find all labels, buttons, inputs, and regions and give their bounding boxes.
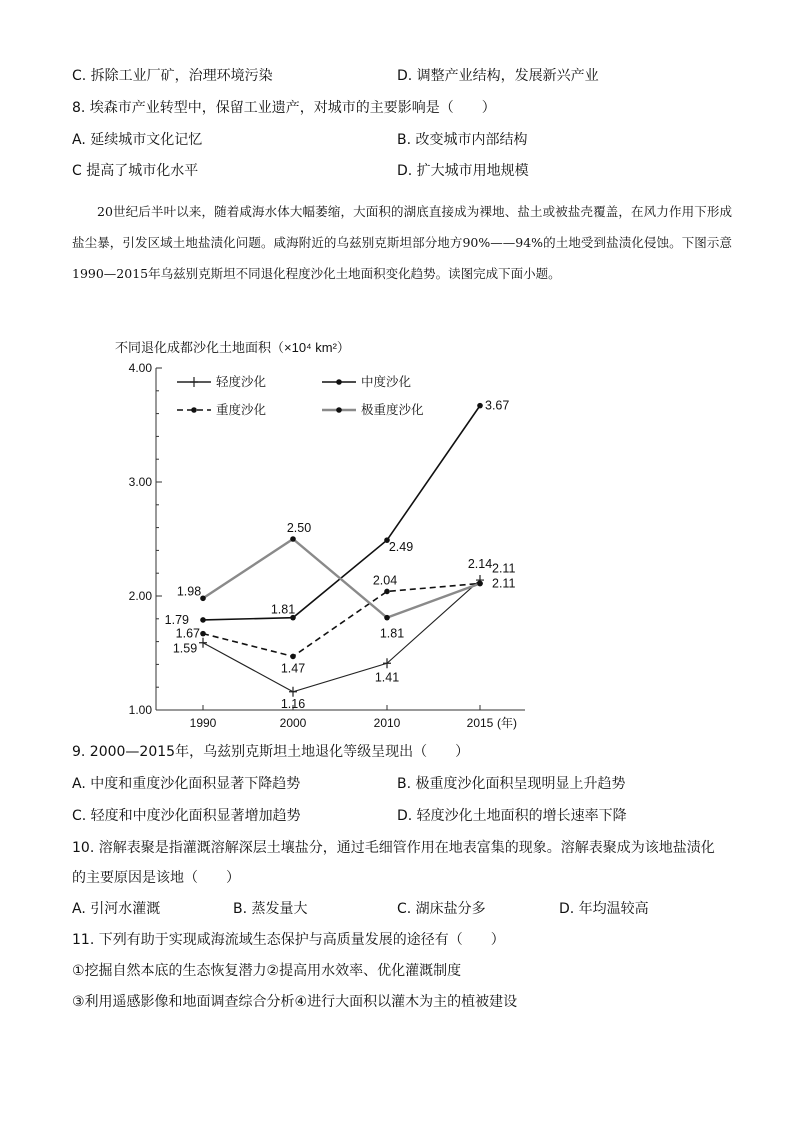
data-label: 1.98 [176,584,202,599]
legend-marker [336,407,342,413]
q10-option-d: D. 年均温较高 [559,901,649,917]
data-label: 2.49 [388,540,414,555]
q10-option-c: C. 湖床盐分多 [397,901,486,917]
legend-item [177,374,267,389]
data-label: 1.47 [280,661,306,676]
q10-stem-line2: 的主要原因是该地（ ） [72,870,240,886]
x-tick-label: 2010 [373,716,401,730]
data-label: 3.67 [485,398,510,413]
legend-label: 极重度沙化 [361,403,424,417]
data-point [383,658,391,668]
legend-label: 中度沙化 [361,375,412,389]
data-label: 1.16 [280,696,306,711]
series-line [203,580,480,692]
desertification-line-chart [100,330,540,735]
y-tick-label: 4.00 [128,361,152,375]
legend-item [322,374,412,389]
x-axis-label: (年) [497,716,517,730]
series-0 [173,557,492,711]
data-point [477,403,483,409]
q9-option-a: A. 中度和重度沙化面积显著下降趋势 [72,776,301,792]
series-3 [177,521,516,641]
data-label: 2.11 [492,576,516,591]
data-label: 2.50 [286,521,312,535]
q7-option-c: C. 拆除工业厂矿，治理环境污染 [72,68,273,84]
x-tick-label: 2000 [279,716,307,730]
q11-statement-line2: ③利用遥感影像和地面调查综合分析④进行大面积以灌木为主的植被建设 [72,994,518,1010]
chart-title: 不同退化成都沙化土地面积（×10⁴ km²） [115,340,350,355]
q8-option-b: B. 改变城市内部结构 [397,132,528,148]
q7-option-d: D. 调整产业结构，发展新兴产业 [397,68,599,84]
data-point [290,654,296,660]
q11-stem: 11. 下列有助于实现咸海流域生态保护与高质量发展的途径有（ ） [72,932,505,948]
legend-marker [336,379,342,385]
q9-stem: 9. 2000—2015年，乌兹别克斯坦土地退化等级呈现出（ ） [72,744,470,760]
q8-option-a: A. 延续城市文化记忆 [72,132,203,148]
data-point [289,687,297,697]
q10-option-a: A. 引河水灌溉 [72,901,161,917]
data-point [200,631,206,637]
data-label: 2.11 [492,561,516,576]
data-point [384,615,390,621]
q9-option-d: D. 轻度沙化土地面积的增长速率下降 [397,808,627,824]
data-point [384,589,390,595]
x-tick-label: 2015 [466,716,494,730]
legend-item [177,402,267,417]
chart-axes [129,361,525,730]
q8-option-c: C 提高了城市化水平 [72,163,199,179]
data-point [199,638,207,648]
series-line [203,539,480,618]
y-tick-label: 3.00 [128,475,152,489]
series-line [203,406,480,620]
q10-stem-line1: 10. 溶解表聚是指灌溉溶解深层土壤盐分，通过毛细管作用在地表富集的现象。溶解表聚成为该地盐渍化 [72,840,715,856]
passage-text: 20世纪后半叶以来，随着咸海水体大幅萎缩，大面积的湖底直接成为裸地、盐土或被盐壳覆盖，在风力作用下形成盐尘暴，引发区域土地盐渍化问题。咸海附近的乌兹别克斯坦部分地方90%——94%的土地受到盐渍化侵蚀。下图示意1990—2015年乌兹别克斯坦不同退化程度沙化土地面积变化趋势。读图完成下面小题。 [72,204,732,281]
chart-legend [177,374,424,417]
legend-marker [191,407,197,413]
legend-label: 重度沙化 [216,403,267,417]
q11-statement-line1: ①挖掘自然本底的生态恢复潜力②提高用水效率、优化灌溉制度 [72,963,462,979]
x-tick-label: 1990 [189,716,217,730]
q8-stem: 8. 埃森市产业转型中，保留工业遗产，对城市的主要影响是（ ） [72,100,496,116]
reading-passage [72,196,732,289]
series-line [203,583,480,656]
data-label: 1.67 [175,626,200,641]
q10-option-b: B. 蒸发量大 [233,901,308,917]
data-label: 2.04 [372,573,398,588]
chart-series [165,399,516,711]
data-label: 1.79 [164,612,189,627]
data-label: 2.14 [467,557,493,572]
q9-option-b: B. 极重度沙化面积呈现明显上升趋势 [397,776,626,792]
data-label: 1.81 [270,602,296,617]
legend-label: 轻度沙化 [216,375,267,389]
data-label: 1.81 [379,626,405,641]
data-label: 1.59 [172,641,198,656]
y-tick-label: 1.00 [128,703,152,717]
data-point [200,617,206,623]
legend-item [322,402,424,417]
y-tick-label: 2.00 [128,589,152,603]
data-point [477,581,483,587]
data-label: 1.41 [374,670,400,685]
legend-marker [190,377,198,387]
q9-option-c: C. 轻度和中度沙化面积显著增加趋势 [72,808,301,824]
q8-option-d: D. 扩大城市用地规模 [397,163,529,179]
data-point [290,536,296,542]
